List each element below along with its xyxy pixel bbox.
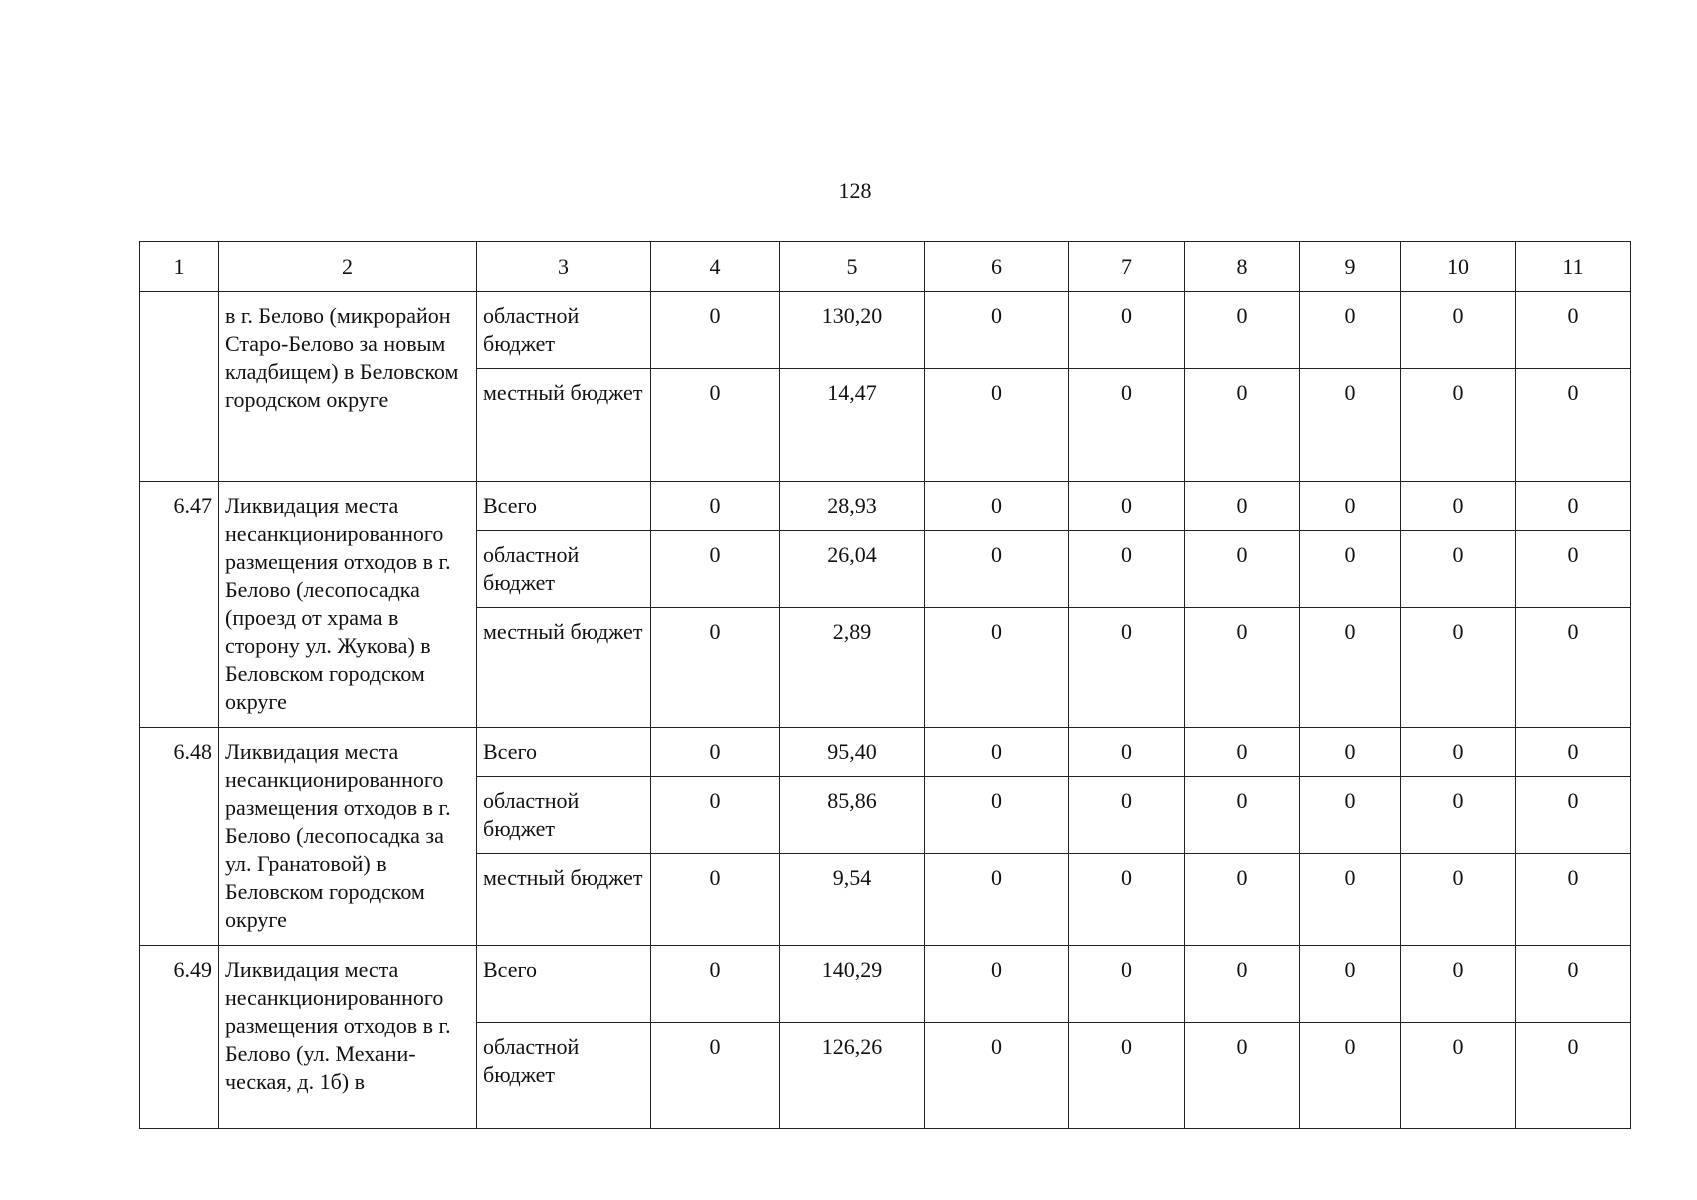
item-name: в г. Белово (микрорайон Старо-Белово за новым кладбищем) в Беловском городском округе — [219, 292, 477, 482]
value-cell: 0 — [1069, 777, 1185, 854]
value-cell: 0 — [1401, 777, 1516, 854]
table-row — [140, 482, 1631, 531]
value-cell: 0 — [1300, 292, 1401, 369]
value-cell: 0 — [1185, 777, 1300, 854]
value-cell: 0 — [1401, 728, 1516, 777]
value-cell: 0 — [1401, 946, 1516, 1023]
value-cell: 0 — [925, 482, 1069, 531]
value-cell: 85,86 — [780, 777, 925, 854]
value-cell: 0 — [1069, 1023, 1185, 1129]
value-cell: 0 — [1516, 369, 1631, 482]
value-cell: 0 — [1069, 946, 1185, 1023]
header-cell: 4 — [651, 242, 780, 292]
value-cell: 0 — [1401, 608, 1516, 728]
funding-source: местный бюджет — [477, 854, 651, 946]
value-cell: 0 — [1516, 292, 1631, 369]
value-cell: 0 — [1401, 482, 1516, 531]
value-cell: 0 — [651, 531, 780, 608]
value-cell: 0 — [1300, 531, 1401, 608]
header-cell: 3 — [477, 242, 651, 292]
value-cell: 0 — [651, 369, 780, 482]
value-cell: 0 — [925, 854, 1069, 946]
value-cell: 0 — [1516, 1023, 1631, 1129]
value-cell: 0 — [1516, 777, 1631, 854]
item-number — [140, 292, 219, 482]
funding-source: Всего — [477, 946, 651, 1023]
value-cell: 0 — [1185, 482, 1300, 531]
funding-source: Всего — [477, 728, 651, 777]
value-cell: 0 — [1401, 1023, 1516, 1129]
value-cell: 0 — [1516, 946, 1631, 1023]
value-cell: 0 — [1069, 369, 1185, 482]
value-cell: 0 — [1516, 854, 1631, 946]
value-cell: 0 — [1185, 292, 1300, 369]
item-number: 6.47 — [140, 482, 219, 728]
value-cell: 0 — [1401, 531, 1516, 608]
value-cell: 0 — [1300, 369, 1401, 482]
value-cell: 0 — [651, 482, 780, 531]
header-cell: 1 — [140, 242, 219, 292]
value-cell: 0 — [925, 1023, 1069, 1129]
value-cell: 0 — [1185, 369, 1300, 482]
value-cell: 0 — [1185, 531, 1300, 608]
value-cell: 95,40 — [780, 728, 925, 777]
value-cell: 0 — [1069, 482, 1185, 531]
value-cell: 0 — [1185, 608, 1300, 728]
header-cell: 2 — [219, 242, 477, 292]
table-row — [140, 946, 1631, 1023]
value-cell: 0 — [1069, 292, 1185, 369]
value-cell: 130,20 — [780, 292, 925, 369]
value-cell: 0 — [925, 531, 1069, 608]
funding-source: областной бюджет — [477, 1023, 651, 1129]
header-row — [140, 242, 1631, 292]
funding-source: Всего — [477, 482, 651, 531]
value-cell: 0 — [1300, 608, 1401, 728]
value-cell: 0 — [1185, 728, 1300, 777]
value-cell: 0 — [1401, 369, 1516, 482]
funding-source: областной бюджет — [477, 777, 651, 854]
item-number: 6.49 — [140, 946, 219, 1129]
value-cell: 0 — [1069, 854, 1185, 946]
value-cell: 0 — [1300, 777, 1401, 854]
value-cell: 0 — [1185, 854, 1300, 946]
value-cell: 140,29 — [780, 946, 925, 1023]
value-cell: 0 — [1516, 531, 1631, 608]
value-cell: 0 — [651, 854, 780, 946]
value-cell: 0 — [1516, 482, 1631, 531]
value-cell: 0 — [1516, 728, 1631, 777]
header-cell: 11 — [1516, 242, 1631, 292]
funding-source: местный бюджет — [477, 369, 651, 482]
item-name: Ликвидация места несанкционированного размещения отходов в г. Белово (лесопосадка за ул. Гранатовой) в Беловском городском округе — [219, 728, 477, 946]
value-cell: 0 — [1300, 482, 1401, 531]
value-cell: 0 — [1300, 1023, 1401, 1129]
header-cell: 7 — [1069, 242, 1185, 292]
value-cell: 0 — [1401, 292, 1516, 369]
value-cell: 0 — [1300, 728, 1401, 777]
value-cell: 0 — [651, 728, 780, 777]
value-cell: 0 — [925, 292, 1069, 369]
header-cell: 9 — [1300, 242, 1401, 292]
header-cell: 5 — [780, 242, 925, 292]
value-cell: 28,93 — [780, 482, 925, 531]
value-cell: 9,54 — [780, 854, 925, 946]
header-cell: 8 — [1185, 242, 1300, 292]
item-name: Ликвидация места несанкционированного размещения отходов в г. Белово (ул. Механи-ческая, д. 1б) в — [219, 946, 477, 1129]
header-cell: 10 — [1401, 242, 1516, 292]
table-body — [140, 242, 1631, 1129]
value-cell: 0 — [651, 1023, 780, 1129]
value-cell: 0 — [1069, 531, 1185, 608]
value-cell: 0 — [925, 946, 1069, 1023]
value-cell: 0 — [1069, 608, 1185, 728]
value-cell: 0 — [1401, 854, 1516, 946]
value-cell: 0 — [651, 946, 780, 1023]
value-cell: 26,04 — [780, 531, 925, 608]
value-cell: 0 — [651, 777, 780, 854]
value-cell: 0 — [1516, 608, 1631, 728]
funding-source: местный бюджет — [477, 608, 651, 728]
header-cell: 6 — [925, 242, 1069, 292]
value-cell: 0 — [925, 728, 1069, 777]
value-cell: 0 — [651, 292, 780, 369]
value-cell: 0 — [925, 608, 1069, 728]
value-cell: 0 — [925, 369, 1069, 482]
value-cell: 126,26 — [780, 1023, 925, 1129]
value-cell: 0 — [1300, 946, 1401, 1023]
funding-source: областной бюджет — [477, 531, 651, 608]
item-number: 6.48 — [140, 728, 219, 946]
item-name: Ликвидация места несанкционированного размещения отходов в г. Белово (лесопосадка (проезд от храма в сторону ул. Жукова) в Беловском городском округе — [219, 482, 477, 728]
page-number: 128 — [838, 178, 872, 203]
value-cell: 14,47 — [780, 369, 925, 482]
budget-table — [139, 241, 1631, 1129]
value-cell: 0 — [925, 777, 1069, 854]
table-row — [140, 292, 1631, 369]
value-cell: 0 — [1185, 1023, 1300, 1129]
value-cell: 0 — [1185, 946, 1300, 1023]
funding-source: областной бюджет — [477, 292, 651, 369]
value-cell: 0 — [651, 608, 780, 728]
table-row — [140, 728, 1631, 777]
value-cell: 0 — [1069, 728, 1185, 777]
value-cell: 0 — [1300, 854, 1401, 946]
value-cell: 2,89 — [780, 608, 925, 728]
